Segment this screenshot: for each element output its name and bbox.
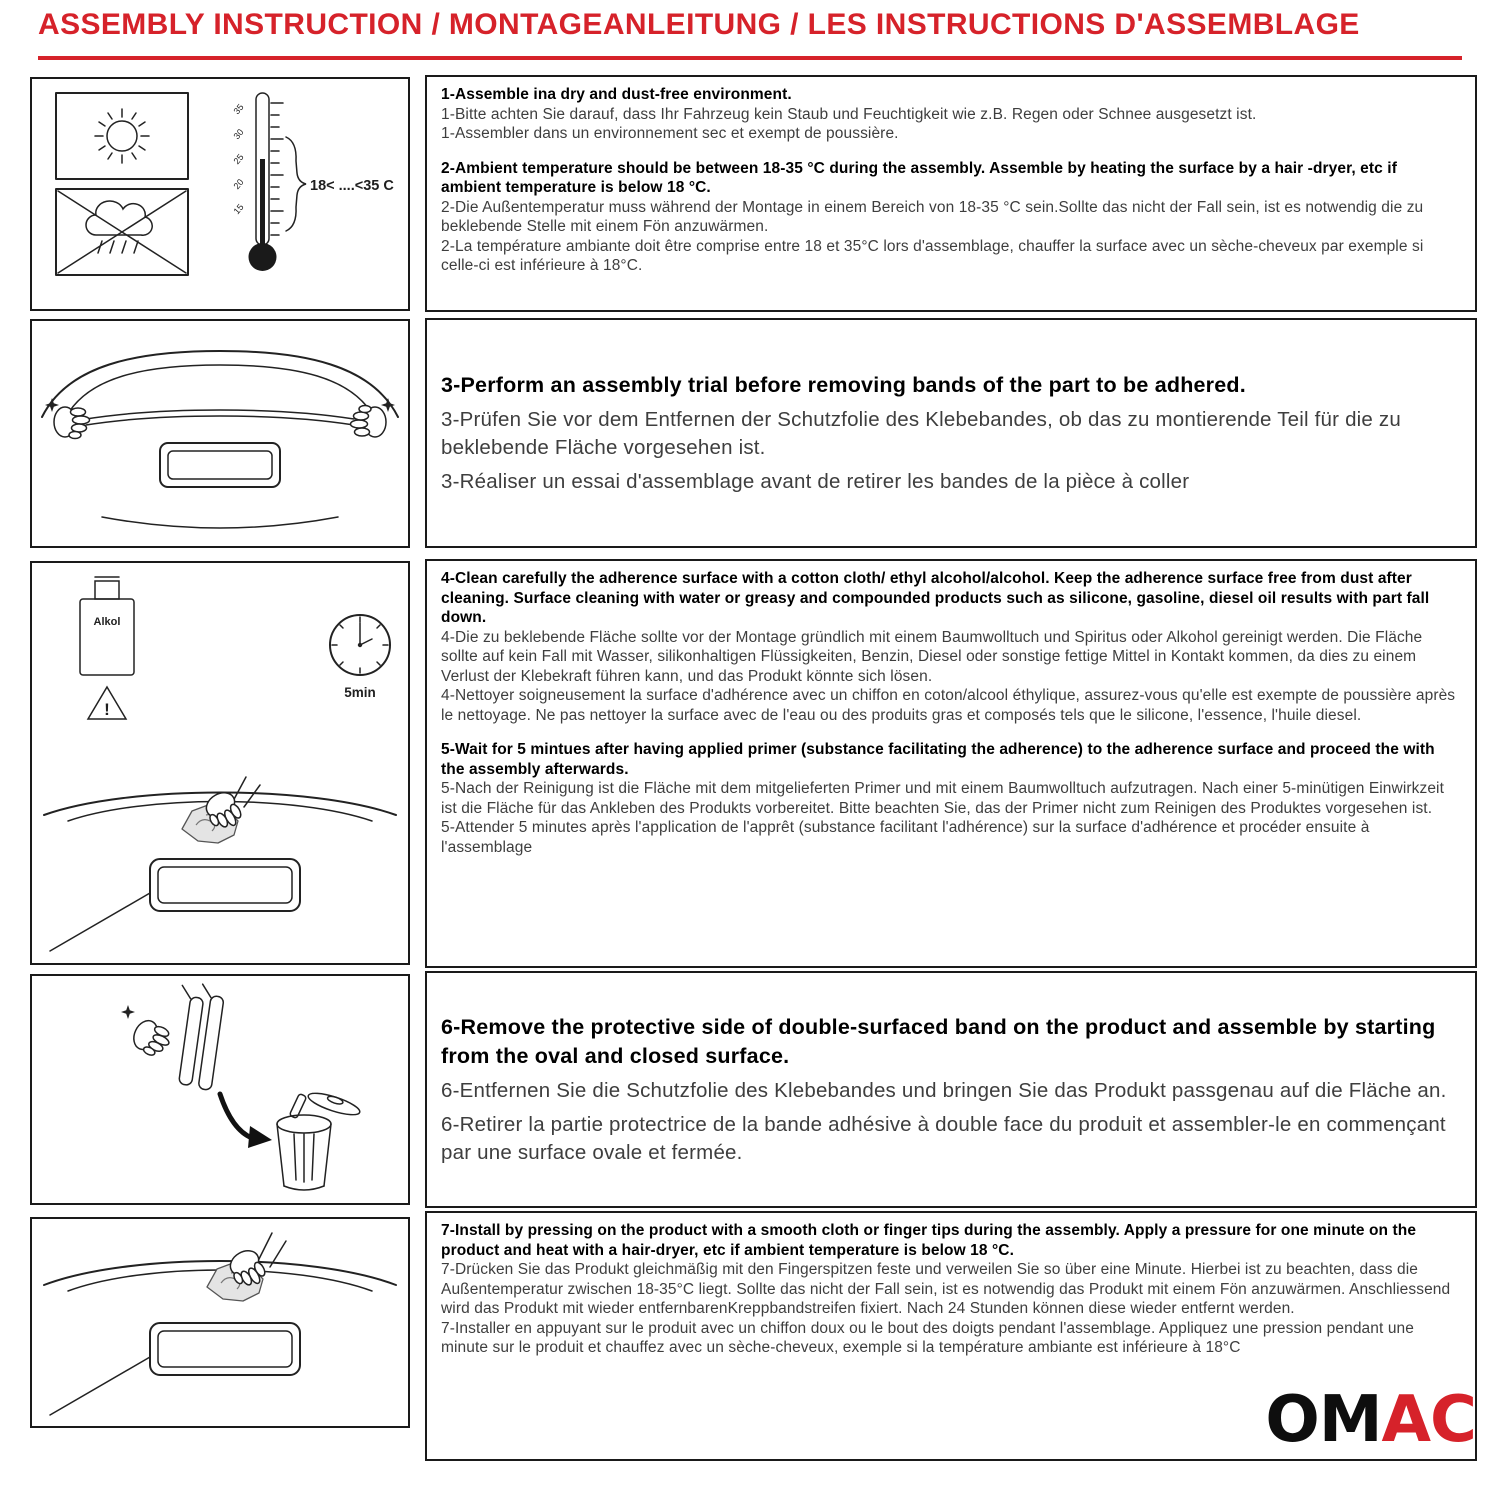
- instruction-de: 2-Die Außentemperatur muss während der Montage in einem Bereich von 18-35 °C sein.Sollte das nicht der Fall sein, ist es notwendig die zu beklebende Stelle mit einem Fön anzuwärmen.: [441, 198, 1424, 236]
- instruction-fr: 1-Assembler dans un environnement sec et exempt de poussière.: [441, 125, 899, 143]
- step-7-illustration-panel: [30, 1217, 410, 1428]
- step-1-illustration-panel: [30, 77, 410, 311]
- plate-recess: [160, 443, 280, 487]
- instruction-fr: 4-Nettoyer soigneusement la surface d'adhérence avec un chiffon en coton/alcool éthylique, assurez-vous qu'elle est exempte de poussière après le nettoyage. Ne pas nettoyer la surface avec de l'eau ou des produits gras et composés tels que le silicone, l'essence, l'huile diesel.: [441, 687, 1456, 724]
- instruction-en: 3-Perform an assembly trial before removing bands of the part to be adhered.: [441, 372, 1246, 397]
- instruction-de: 7-Drücken Sie das Produkt gleichmäßig mit den Fingerspitzen feste und verweilen Sie so über eine Minute. Hierbei ist zu beachten, dass die Außentemperatur zwischen 18-35°C liegt. Sollte das nicht der Fall sein, ist es notwendig das Produkt mit einem Fön anzuwärmen. Anschliessend wird das Produkt mit wieder entfernbarenKreppbandstreifen fixiert. Nach 24 Stunden können diese wieder entfernt werden.: [441, 1261, 1451, 1318]
- right-hand-icon: [351, 406, 387, 438]
- trash-can-icon: [277, 1089, 362, 1190]
- step-6-illustration-panel: [30, 974, 410, 1205]
- warning-triangle-icon: [88, 687, 126, 719]
- sparkle-icon: [121, 1005, 135, 1019]
- sun-frame: [56, 93, 188, 179]
- instruction-de: 3-Prüfen Sie vor dem Entfernen der Schutzfolie des Klebebandes, ob das zu montierende Teil für die zu beklebende Fläche vorgesehen ist.: [441, 408, 1401, 459]
- logo-text-red: AC: [1381, 1383, 1476, 1457]
- instruction-fr: 7-Installer en appuyant sur le produit avec un chiffon doux ou le bout des doigts pendant l'assemblage. Appliquez une pression pendant une minute sur le produit et chauffez avec un sèche-cheveux, exemple si la température ambiante est inférieure à 18°C: [441, 1319, 1414, 1357]
- timer-label: 5min: [344, 685, 376, 700]
- assembly-trial-illustration: [32, 321, 408, 546]
- instruction-en: 5-Wait for 5 mintues after having applied primer (substance facilitating the adherence) to the adherence surface and proceed the with the assembly afterwards.: [441, 741, 1435, 778]
- wiping-scene: [44, 777, 396, 951]
- adhesive-band: [86, 410, 354, 419]
- alcohol-bottle-icon: [80, 577, 134, 675]
- environment-temperature-illustration: [32, 79, 408, 309]
- page-title: ASSEMBLY INSTRUCTION / MONTAGEANLEITUNG / LES INSTRUCTIONS D'ASSEMBLAGE: [38, 8, 1360, 41]
- step-4-illustration-panel: [30, 561, 410, 965]
- instruction-de: 5-Nach der Reinigung ist die Fläche mit dem mitgelieferten Primer und mit einem Baumwolltuch aufzutragen. Nach einer 5-minütigen Einwirkzeit ist die Fläche für das Ankleben des Produkts vorbereitet. Bitte beachten Sie, das der Primer nicht zum Reinigen des Produktes vorgesehen ist.: [441, 780, 1445, 817]
- instruction-en: 2-Ambient temperature should be between 18-35 °C during the assembly. Assemble by heating the surface by a hair -dryer, etc if ambient temperature is below 18 °C.: [441, 159, 1397, 197]
- instruction-fr: 5-Attender 5 minutes après l'application de l'apprêt (substance facilitant l'adhérence) sur la surface d'adhérence et procéder ensuite à l'assemblage: [441, 819, 1370, 856]
- step-3-text-panel: [425, 318, 1477, 548]
- omac-logo: [1265, 1383, 1476, 1457]
- title-divider: [38, 56, 1462, 60]
- sun-icon: [95, 109, 149, 163]
- step-6-text-panel: [425, 971, 1477, 1208]
- thermometer-tick-label: 25: [231, 152, 246, 167]
- thermometer-tick-label: 35: [231, 102, 246, 117]
- alcohol-label: Alkol: [93, 616, 121, 628]
- instruction-en: 7-Install by pressing on the product with a smooth cloth or finger tips during the assembly. Apply a pressure for one minute on the product and heat with a hair-dryer, etc if ambient temperature is below 18 °C.: [441, 1222, 1417, 1259]
- thermometer-tick-label: 15: [231, 202, 246, 217]
- discard-arrow-icon: [220, 1094, 272, 1148]
- instruction-fr: 2-La température ambiante doit être comprise entre 18 et 35°C lors d'assemblage, chauffer la surface avec un sèche-cheveux par exemple si celle-ci est inférieure à 18°C.: [441, 237, 1424, 275]
- instruction-fr: 6-Retirer la partie protectrice de la bande adhésive à double face du produit et assembler-le en commençant par une surface ovale et fermée.: [441, 1113, 1446, 1164]
- clean-surface-illustration: [32, 563, 408, 963]
- instruction-en: 1-Assemble ina dry and dust-free environment.: [441, 86, 792, 103]
- logo-text-black: OM: [1265, 1383, 1382, 1457]
- step-1-text-panel: [425, 75, 1477, 312]
- thermometer-tick-label: 30: [231, 127, 246, 142]
- instruction-de: 6-Entfernen Sie die Schutzfolie des Klebebandes und bringen Sie das Produkt passgenau auf die Fläche an.: [441, 1079, 1447, 1103]
- instruction-en: 6-Remove the protective side of double-surfaced band on the product and assemble by starting from the oval and closed surface.: [441, 1015, 1436, 1068]
- left-hand-icon: [54, 407, 90, 439]
- press-product-illustration: [32, 1219, 408, 1426]
- step-4-text-panel: [425, 559, 1477, 968]
- no-rain-icon: [58, 191, 186, 273]
- instruction-de: 4-Die zu beklebende Fläche sollte vor der Montage gründlich mit einem Baumwolltuch und Spiritus oder Alkohol gereinigt werden. Die Fläche sollte auf kein Fall mit Wasser, silikonhaltigen Flüssigkeiten, Benzin, Diesel oder sonstige fettige Mittel in Kontakt kommen, da dies zu einem Verlust der Klebekraft führen kann, und das Produkt könnte sich lösen.: [441, 628, 1423, 685]
- clock-icon: [330, 615, 390, 700]
- temperature-range-label: 18< ....<35 C: [310, 178, 394, 194]
- warning-glyph: !: [104, 700, 110, 719]
- thermometer-icon: [232, 93, 283, 271]
- instruction-de: 1-Bitte achten Sie darauf, dass Ihr Fahrzeug kein Staub und Feuchtigkeit wie z.B. Regen oder Schnee ausgesetzt ist.: [441, 105, 1257, 123]
- instruction-fr: 3-Réaliser un essai d'assemblage avant de retirer les bandes de la pièce à coller: [441, 469, 1190, 493]
- protective-strips-icon: [168, 981, 225, 1090]
- step-3-illustration-panel: [30, 319, 410, 548]
- range-brace: [286, 137, 306, 231]
- peeling-hand-icon: [129, 1017, 174, 1061]
- thermometer-tick-label: 20: [231, 177, 246, 192]
- remove-band-illustration: [32, 976, 408, 1203]
- instruction-en: 4-Clean carefully the adherence surface with a cotton cloth/ ethyl alcohol/alcohol. Keep the adherence surface free from dust after cleaning. Surface cleaning with water or greasy and compounded products such as silicone, gasoline, diesel oil results with part fall down.: [441, 570, 1430, 627]
